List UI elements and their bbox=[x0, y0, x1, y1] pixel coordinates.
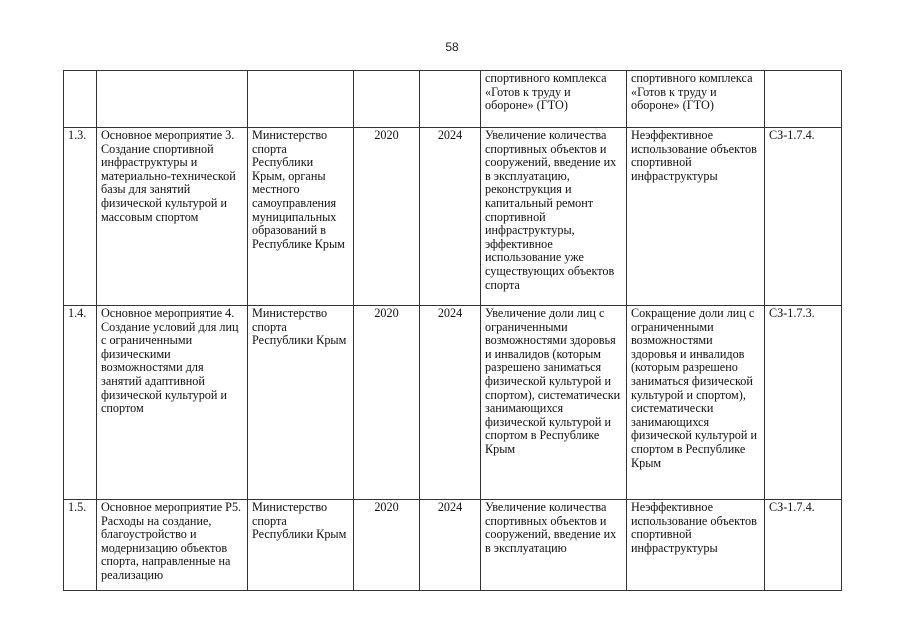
cell-executor: Министерство спорта Республики Крым bbox=[248, 306, 354, 500]
cell-number: 1.4. bbox=[64, 306, 97, 500]
cell-expected-result: Увеличение доли лиц с ограниченными возможностями здоровья и инвалидов (которым разрешено заниматься физической культурой и спортом), систематически занимающихся физической культурой и спортом в Республике Крым bbox=[481, 306, 627, 500]
cell-consequence: Неэффективное использование объектов спортивной инфраструктуры bbox=[627, 128, 765, 306]
cell-expected-result: Увеличение количества спортивных объектов и сооружений, введение их в эксплуатацию, реконструкция и капитальный ремонт спортивной инфраструктуры, эффективное использование уже существующих объектов спорта bbox=[481, 128, 627, 306]
cell-expected-result: Увеличение количества спортивных объектов и сооружений, введение их в эксплуатацию bbox=[481, 500, 627, 591]
cell-indicator-code: СЗ-1.7.4. bbox=[765, 128, 842, 306]
cell-start-year bbox=[354, 71, 420, 128]
cell-number: 1.5. bbox=[64, 500, 97, 591]
cell-measure-name: Основное мероприятие 4. Создание условий для лиц с ограниченными физическими возможностями для занятий адаптивной физической культурой и спортом bbox=[97, 306, 248, 500]
cell-indicator-code: СЗ-1.7.4. bbox=[765, 500, 842, 591]
cell-number bbox=[64, 71, 97, 128]
cell-executor bbox=[248, 71, 354, 128]
cell-executor: Министерство спорта Республики Крым bbox=[248, 500, 354, 591]
cell-measure-name: Основное мероприятие 3. Создание спортивной инфраструктуры и материально-технической базы для занятий физической культурой и массовым спортом bbox=[97, 128, 248, 306]
cell-number: 1.3. bbox=[64, 128, 97, 306]
cell-expected-result: спортивного комплекса «Готов к труду и обороне» (ГТО) bbox=[481, 71, 627, 128]
table-row bbox=[64, 71, 842, 128]
cell-end-year bbox=[420, 71, 481, 128]
table-row bbox=[64, 500, 842, 591]
cell-executor: Министерство спорта Республики Крым, органы местного самоуправления муниципальных образований в Республике Крым bbox=[248, 128, 354, 306]
cell-start-year: 2020 bbox=[354, 128, 420, 306]
cell-start-year: 2020 bbox=[354, 306, 420, 500]
cell-measure-name bbox=[97, 71, 248, 128]
cell-end-year: 2024 bbox=[420, 306, 481, 500]
cell-indicator-code bbox=[765, 71, 842, 128]
table-row bbox=[64, 306, 842, 500]
cell-indicator-code: СЗ-1.7.3. bbox=[765, 306, 842, 500]
cell-end-year: 2024 bbox=[420, 128, 481, 306]
cell-consequence: Неэффективное использование объектов спортивной инфраструктуры bbox=[627, 500, 765, 591]
table-row bbox=[64, 128, 842, 306]
measures-table bbox=[63, 70, 842, 591]
cell-consequence: спортивного комплекса «Готов к труду и обороне» (ГТО) bbox=[627, 71, 765, 128]
page-number: 58 bbox=[445, 40, 459, 54]
cell-measure-name: Основное мероприятие Р5. Расходы на создание, благоустройство и модернизацию объектов спорта, направленные на реализацию bbox=[97, 500, 248, 591]
cell-end-year: 2024 bbox=[420, 500, 481, 591]
cell-consequence: Сокращение доли лиц с ограниченными возможностями здоровья и инвалидов (которым разрешено заниматься физической культурой и спортом), систематически занимающихся физической культурой и спортом в Республике Крым bbox=[627, 306, 765, 500]
cell-start-year: 2020 bbox=[354, 500, 420, 591]
